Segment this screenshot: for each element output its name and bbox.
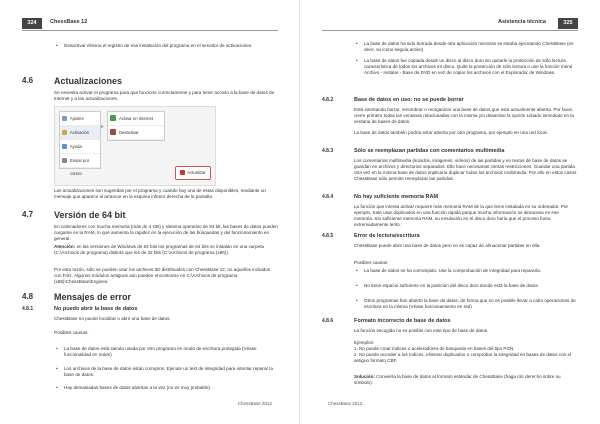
paragraph: En ordenadores con mucha memoria (más de 4 GB) y sistema operativo de 64 bit, las bases de datos pueden cargarse en la RAM, lo que aumenta la rapidez en la ejecución de las búsquedas y del funcionamiento en general. — [54, 224, 278, 242]
header-title: Asistencia técnica — [498, 19, 546, 25]
menu-item-mail[interactable]: Enviar por correo — [60, 154, 100, 168]
help-icon — [62, 144, 67, 149]
list-item: • Los archivos de la base de datos están corruptos. Ejecute un test de integridad para intentar reparar la base de datos. — [54, 366, 278, 378]
deactivate-icon — [110, 129, 116, 135]
page-footer: ChessBase 2012 — [237, 401, 272, 406]
paragraph: La base de datos también podría estar abierta por otro programa, por ejemplo en una red local. — [354, 130, 548, 135]
paragraph: ChessBase no puede localizar o abrir una base de datos. — [54, 316, 171, 321]
activate-icon — [110, 115, 116, 121]
page-body — [22, 38, 278, 396]
update-button[interactable]: Actualizar — [175, 166, 211, 180]
update-icon — [180, 170, 185, 175]
solution-label: Solución: — [354, 374, 375, 379]
submenu-item-deactivate[interactable]: Desactivar — [108, 126, 164, 140]
menu-item-activation[interactable]: Activación — [60, 126, 100, 140]
settings-icon — [62, 116, 67, 121]
paragraph: La función que intenta activar requiere más memoria RAM de la que tiene instalada en su ordenador. Por ejemplo, trate usar duplicados en una función rápida porque mucha información se almacena en ese memoria. Sin suficiente memoria RAM, su emulación en el disco duro haría que el proceso fuera extremadamente lento. — [354, 204, 568, 228]
activation-screenshot — [54, 106, 216, 186]
section-title: Mensajes de error — [54, 292, 132, 302]
solution-text: Convierta la base de datos al formato estándar de ChessBase (haga clic derecho sobre su símbolo). — [354, 374, 561, 386]
mail-icon — [62, 158, 67, 163]
section-number: 4.6 — [22, 76, 34, 85]
attention-label: Atención: — [54, 244, 76, 249]
activation-menu — [59, 111, 101, 176]
right-page — [300, 0, 600, 424]
section-title: No puedo abrir la base de datos — [54, 306, 138, 312]
chevron-right-icon: ▸ — [101, 124, 105, 130]
top-bullet: Desactivar elimina el registro de esa instalación del programa en el servidor de activaciones. — [64, 43, 253, 48]
paragraph: Posibles causas: — [354, 260, 389, 265]
paragraph: La función escogida no es posible con este tipo de base de datos. — [354, 328, 489, 333]
paragraph — [354, 374, 578, 386]
page-body: • La base de datos ha sido borrada desde otra aplicación mientras se estaba ejecutando ChessBase (es decir, su icono seguía activo) • La base de datos fue copiada desde un disco al disco duro sin quitarle la protección de sólo lectura característica de todos los archivos en disco. Quite la protección de sólo lectura o use la función menú Archivo - Instalar - Base de DVD en vez de copiar los archivos con el Explorador de Windows. 4.8.2 Base de datos en uso: no se puede borrar Está intentando borrar, renombrar o reorganizar una base de datos que está actualmente abierta. Por favor, cierre primero todas las ventanas relacionadas con la misma y/o desactive la opción Listado inmediato en la ventana de bases de datos. La base de datos también podría estar abierta por otro programa, por ejemplo en una red local. 4.8.3 Sólo se reemplazan partidas con comentarios multimedia Los comentarios multimedia (sonidos, imágenes, vídeos) de las partidas y en textos de base de datos se guardan en archivos y directorios separados. Ello hace necesarias ciertas restricciones. Guardar una partida otra vez en la misma base de datos implicaría duplicar todos los archivos multimedia. Por ello en estos casos ChessBase sólo permite reemplazar las partidas. 4.8.4 No hay suficiente memoria RAM La función que intenta activar requiere más memoria RAM de la que tiene instalada en su ordenador. Por ejemplo, trate usar duplicados en una función rápida porque mucha información se almacena en ese memoria. Sin suficiente memoria RAM, su emulación en el disco duro haría que el proceso fuera extremadamente lento. 4.8.5 Error de lectura/escritura ChessBase puede abrir una base de datos pero no es capaz de almacenar partidas en ella. Posibles causas: • La base de datos se ha corrompido. Use la comprobación de integridad para repararla. • No tiene espacio suficiente en la partición del disco duro donde está la base de datos. • Otros programas han abierto la base de datos, de forma que no es posible llevar a cabo operaciones de escritura en la misma (Véase funcionamiento en red) 4.8.6 Formato incorrecto de base de datos La función escogida no es posible con este tipo de base de datos. Ejemplos: 1. No puede crear índices o aceleradores de búsqueda en bases del tipo PGN. 2. No puede acceder a los índices, eliminar duplicados o comprobar la integridad en bases de datos con el antiguo formato CBF. Solución: Convierta la base de datos al formato estándar de ChessBase (haga clic derecho sobre su símbolo). — [322, 38, 578, 396]
menu-item-help[interactable]: Ayuda — [60, 140, 100, 154]
list-item: • La base de datos fue copiada desde un disco al disco duro sin quitarle la protección de sólo lectura característica de todos los archivos en disco. Quite la protección de sólo lectura o use la función menú Archivo - Instalar - Base de DVD en vez de copiar los archivos con el Explorador de Windows. — [354, 58, 578, 76]
paragraph: ChessBase puede abrir una base de datos pero no es capaz de almacenar partidas en ella. — [354, 243, 541, 248]
section-number: 4.8.1 — [22, 306, 34, 312]
paragraph: Está intentando borrar, renombrar o reorganizar una base de datos que está actualmente abierta. Por favor, cierre primero todas las ventanas relacionadas con la misma y/o desactive la opción Listado inmediato en la ventana de bases de datos. — [354, 107, 574, 125]
list-item: • La base de datos está siendo usada por otro programa en modo de escritura protegida (Véase funcionalidad en redes) — [54, 346, 278, 358]
page-number: 325 — [558, 18, 578, 29]
menu-item-settings[interactable]: Ajustes — [60, 112, 100, 126]
paragraph — [54, 244, 278, 256]
page-number: 324 — [22, 18, 42, 29]
paragraph: Ejemplos: 1. No puede crear índices o aceleradores de búsqueda en bases del tipo PGN. 2. No puede acceder a los índices, eliminar duplicados o comprobar la integridad en bases de datos con el antiguo formato CBF. — [354, 340, 572, 364]
activation-icon — [62, 130, 67, 135]
list-item: • La base de datos ha sido borrada desde otra aplicación mientras se estaba ejecutando ChessBase (es decir, su icono seguía activo) — [354, 41, 578, 53]
list-item — [54, 43, 278, 49]
paragraph: Posibles causas: — [54, 330, 89, 335]
list-item: • No tiene espacio suficiente en la partición del disco duro donde está la base de datos. — [354, 283, 578, 289]
section-number: 4.7 — [22, 210, 34, 219]
section-title: Actualizaciones — [54, 76, 123, 86]
submenu-item-activate[interactable]: Activar en Internet — [108, 112, 164, 126]
activation-submenu — [107, 111, 165, 141]
page-header — [22, 18, 278, 31]
paragraph: Las actualizaciones son sugeridas por el programa y cuando hay una de estas disponibles, mediante un mensaje que aparece al arrancar en la esquina inferior derecha de la pantalla. — [54, 188, 266, 200]
page-footer: ChessBase 2012 — [328, 401, 363, 406]
list-item: • Hay demasiadas bases de datos abiertas a la vez (no es muy probable) — [54, 385, 278, 391]
section-number: 4.8 — [22, 292, 34, 301]
header-title: ChessBase 12 — [50, 19, 88, 25]
list-item: • Otros programas han abierto la base de datos, de forma que no es posible llevar a cabo operaciones de escritura en la misma (Véase funcionamiento en red) — [354, 298, 578, 310]
attention-text: en las versiones de Windows de 64 bits los programas de 64 bits se instalan en una carpeta (C:\Archivos de programa) distinta que los de 32 bits (C:\Archivos de programa (x86)). — [54, 244, 264, 256]
section-title: Versión de 64 bit — [54, 210, 126, 220]
paragraph: Los comentarios multimedia (sonidos, imágenes, vídeos) de las partidas y en textos de base de datos se guardan en archivos y directorios separados. Ello hace necesarias ciertas restricciones. Guardar una partida otra vez en la misma base de datos implicaría duplicar todos los archivos multimedia. Por ello en estos casos ChessBase sólo permite reemplazar las partidas. — [354, 158, 577, 182]
list-item: • La base de datos se ha corrompido. Use la comprobación de integridad para repararla. — [354, 268, 578, 274]
page-header — [322, 18, 578, 31]
paragraph: Se necesita activar el programa para que funcione correctamente y para tener acceso a la base de datos de Internet y a las actualizaciones. — [54, 90, 275, 102]
paragraph: Por esta razón, sólo se pueden usar los archivos 3D distribuidos con ChessBase 12, no aquellos incluidos con Fritz. Algunos módulos antiguos aún pueden encontrarse en C:\Archivos de programa (x86)\ChessBase\Engines. — [54, 267, 271, 285]
